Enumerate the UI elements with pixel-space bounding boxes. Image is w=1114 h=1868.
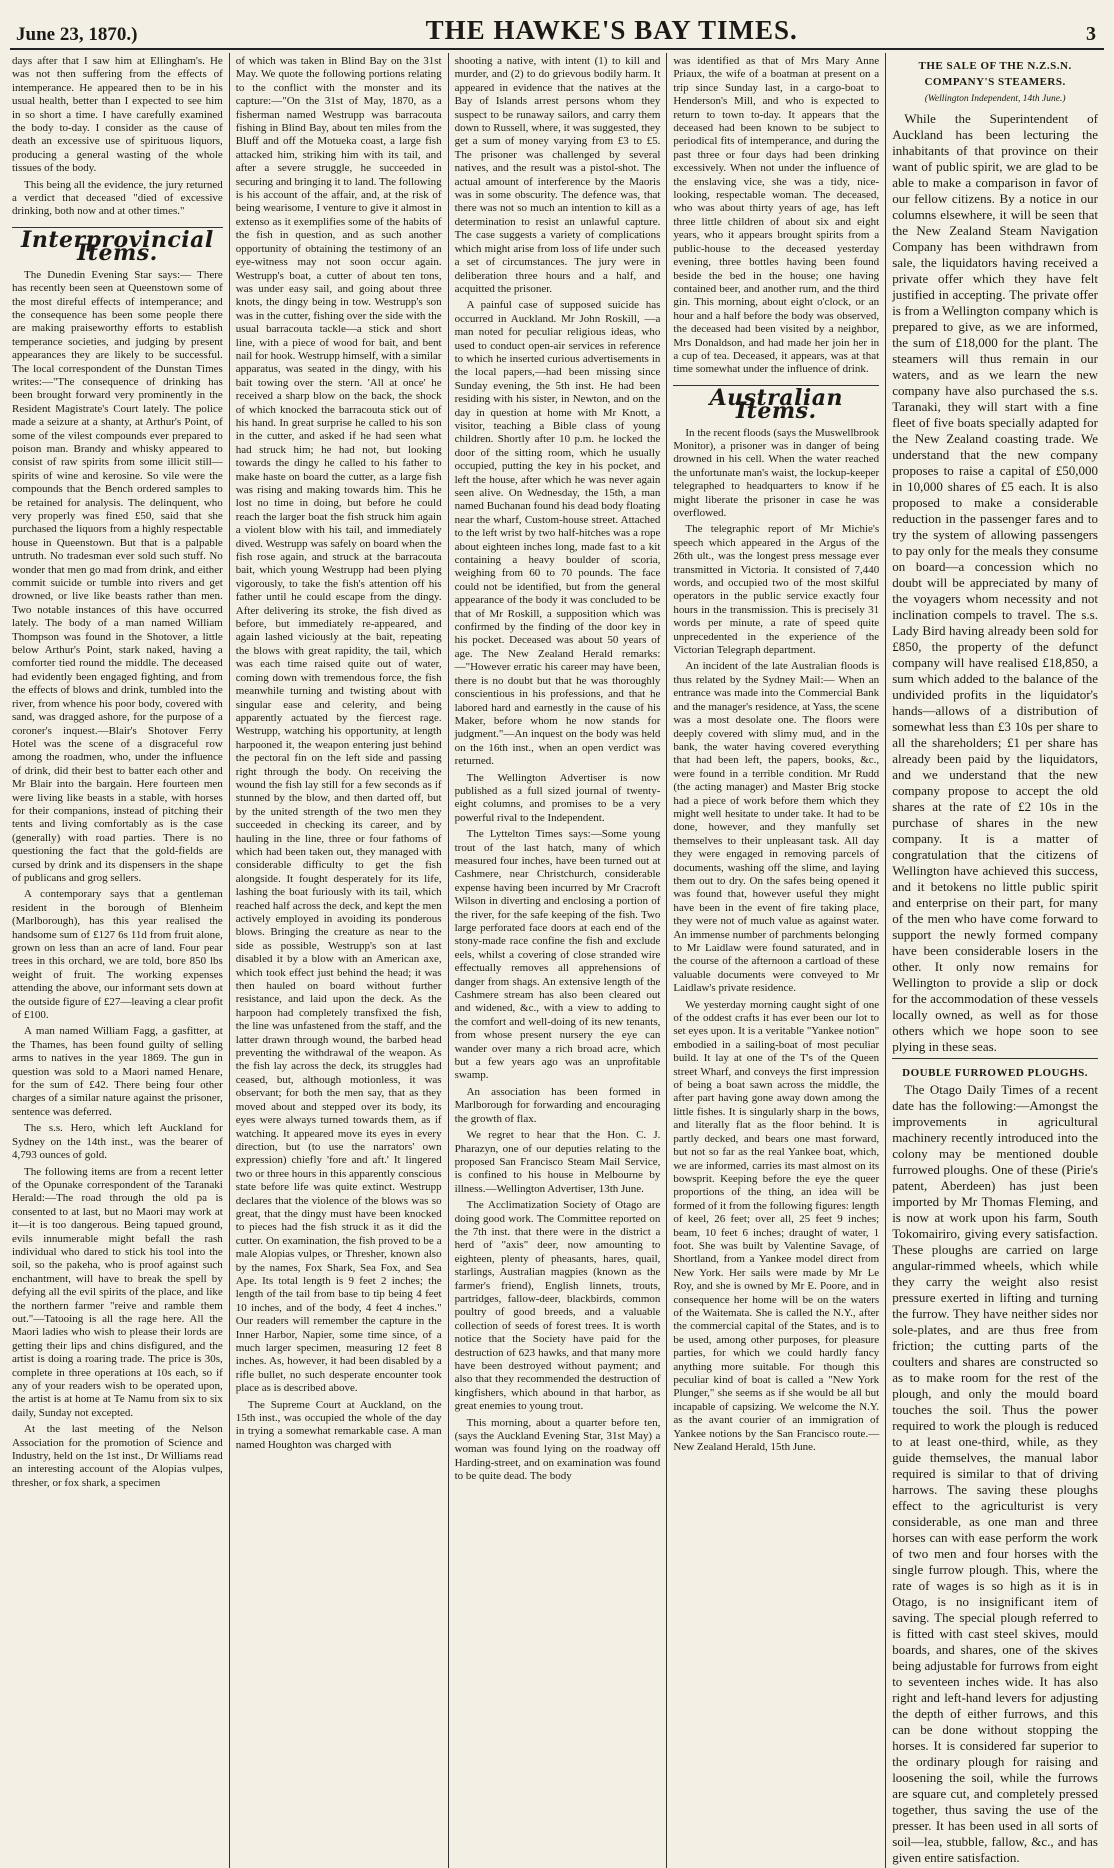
article-paragraph: A contemporary says that a gentleman resident in the borough of Blenheim (Marlborough), has this year realised the handsome sum of £127 6s 11d from fruit alone, grown on less than an acre of land. Four pear trees in this orchard, we are told, bore 850 lbs weight of fruit. The working expenses attending the above, our informant sets down at the outside figure of £27—leaving a clear profit of £100. [12, 888, 223, 1022]
article-paragraph: The s.s. Hero, which left Auckland for Sydney on the 14th inst., was the bearer of 4,793 ounces of gold. [12, 1122, 223, 1162]
article-paragraph: A painful case of supposed suicide has occurred in Auckland. Mr John Roskill, —a man noted for peculiar religious ideas, who used to conduct open-air services in reference to which he inserted curious advertisements in the local papers,—had been missing since Sunday evening, the 5th inst. He had been residing with his sister, in Newton, and on the day in question at home with Mr Knott, a visitor, teaching a Bible class of young children. Shortly after 10 p.m. he locked the door of the sitting room, which he usually occupied, putting the key in his pocket, and left the house, after which he was never again seen alive. On Wednesday, the 15th, a man named Buchanan found his dead body floating near the wharf, Custom-house street. Attached to the left wrist by two half-hitches was a rope about eighteen inches long, made fast to a kit containing a heavy boulder of scoria, weighing from 60 to 70 pounds. The face could not be identified, but from the general appearance of the body it was concluded to be that of Mr Roskill, a supposition which was confirmed by the finding of the door key in his pocket. Deceased was about 50 years of age. The New Zealand Herald remarks:—"However erratic his career may have been, there is no doubt but that he was thoroughly conscientious in his professions, and that he labored hard and earnestly in the cause of his Maker, before whom he now stands for judgment."—An inquest on the body was held on the 16th inst., when an open verdict was returned. [454, 299, 661, 768]
newspaper-title: THE HAWKE'S BAY TIMES. [425, 15, 798, 45]
article-paragraph: An association has been formed in Marlborough for forwarding and encouraging the growth of flax. [454, 1085, 661, 1125]
article-paragraph: The Lyttelton Times says:—Some young trout of the last hatch, many of which measured four inches, have been turned out at Cashmere, near Christchurch, considerable expense having been incurred by Mr Cracroft Wilson in diverting and enclosing a portion of the river, for the safe keeping of the fish. Two large perforated face doors at each end of the stony-made race confine the fish and exclude eels, whilst a covering of close stranded wire effectually removes all apprehensions of danger from shags. An extensive length of the Cashmere stream has also been cleared out and widened, &c., with a view to adding to the comfort and well-doing of its new tenants, from whose present nursery the eye can wander over many a rich broad acre, which but a few years ago was an unprofitable swamp. [454, 828, 661, 1082]
article-paragraph: The Acclimatization Society of Otago are doing good work. The Committee reported on the 7th inst. that there were in the district a herd of "axis" deer, now amounting to eighteen, plenty of pheasants, hares, quail, starlings, Australian magpies (known as the farmer's friend), English linnets, trouts, partridges, fallow-deer, blackbirds, common poultry of good breeds, and a valuable collection of seeds of forest trees. It is worth notice that the Society have paid for the destruction of 623 hawks, and that many more have been destroyed without payment; and also that they recommended the destruction of kingfishers, which abound in that harbor, as great enemies to young trout. [454, 1199, 661, 1413]
column-4 [666, 53, 885, 1868]
section-heading-interprovincial: Interprovincial Items. [12, 227, 223, 261]
article-paragraph: The Wellington Advertiser is now published as a full sized journal of twenty-eight columns, and promises to be a very powerful rival to the Independent. [454, 771, 661, 824]
article-paragraph: A man named William Fagg, a gasfitter, at the Thames, has been found guilty of selling arms to natives in the year 1869. The gun in question was sold to a Maori named Henare, for the sum of £42. There being four other charges of a similar nature against the prisoner, sentence was deferred. [12, 1025, 223, 1118]
article-paragraph: This morning, about a quarter before ten, (says the Auckland Evening Star, 31st May) a woman was found lying on the roadway off Harding-street, and on examination was found to be quite dead. The body [454, 1416, 661, 1483]
column-1 [10, 53, 229, 1868]
article-paragraph: We regret to hear that the Hon. C. J. Pharazyn, one of our deputies relating to the proposed San Francisco Steam Mail Service, is confined to his house in Melbourne by illness.—Wellington Advertiser, 13th June. [454, 1129, 661, 1195]
article-paragraph: In the recent floods (says the Muswellbrook Monitor), a prisoner was in danger of being drowned in his cell. When the water reached the unfortunate man's waist, the lockup-keeper telegraphed to headquarters to know if he might liberate the prisoner in case he was overflowed. [673, 426, 880, 519]
article-paragraph: The following items are from a recent letter of the Opunake correspondent of the Taranaki Herald:—The road through the old pa is consented to at last, but no Maori may work at it—it is too dangerous. Being tapued ground, evils innumerable might befall the rash individual who dared to stick his tool into the soil, so the pakeha, who is proof against such enchantment, will have to break the spell by defying all the evil spirits of the place, and like the northern farmer "reive and ramble them out."—Tatooing is all the rage here. All the Maori ladies who wish to please their lords are getting their lips and chins disfigured, and the artist is doing a roaring trade. The price is 30s, complete in three operations at 10s each, so if any of your readers wish to be operated upon, the artist is at home at Te Namu from six to six daily, Sunday not excepted. [12, 1165, 223, 1419]
article-paragraph: of which was taken in Blind Bay on the 31st May. We quote the following portions relating to the conflict with the monster and its capture:—"On the 31st of May, 1870, as a fisherman named Westrupp was barracouta fishing in Blind Bay, about ten miles from the Bluff and off the Motueka coast, a large fish attacked him, striking him with its tail, and after a severe struggle, he succeeded in securing and bringing it to land. The following is his account of the affair, and, at the risk of being wearisome, I venture to give it almost in extenso as it exemplifies some of the habits of the fish in question, and as such another opportunity of obtaining the testimony of an eye-witness may not soon occur again. Westrupp's boat, a cutter of about ten tons, was under easy sail, and going about three knots, the dingy being in tow. Westrupp's son was in the cutter, fishing over the side with the usual barracouta tackle—a stick and short line, with a piece of wood for bait, and bent nail for hook. Westrupp himself, with a similar apparatus, was seated in the dingy, with his bait towing over the stern. 'All at once' he received a sharp blow on the back, the shock of which knocked the barracouta stick out of his hand. In great surprise he called to his son in the cutter, and asked if he had seen what had struck him; he had not, but looking towards the dingy he called to his father to make haste on board the cutter, as a large fish was rising and making towards him. This he lost no time in doing, but before he could reach the larger boat the fish struck him again a violent blow with his tail, and immediately dived. Westrupp was safely on board when the fish rose again, and struck at the barracouta bait, which young Westrupp had been plying vigorously, to take the fish's attention off his father until he could escape from the dingy. After delivering its stroke, the fish dived as before, but immediately re-appeared, and again lashed viciously at the bait, repeating the blows with great rapidity, the tail, which was each time raised quite out of water, coming down with tremendous force, the fish meanwhile turning and twisting about with singular ease and celerity, and being apparently actuated by the fiercest rage. Westrupp, watching his opportunity, at length harpooned it, the weapon entering just behind the pectoral fin on the left side and passing right through the body. On receiving the wound the fish lay still for a few seconds as if stunned by the blow, and then darted off, but by the united strength of the two men they succeeded in checking its career, and by hauling in the line, three or four fathoms of which had been taken out, they managed with considerable difficulty to get the fish alongside. It fought desperately for its life, lashing the boat furiously with its tail, which reached half across the deck, and kept the men actively employed in avoiding its ponderous blows. Bringing the creature as near to the side as possible, Westrupp's son at last disabled it by a blow with an American axe, which took effect just behind the head; it was then hauled on board without further resistance, and laid upon the deck. As the harpoon had completely transfixed the fish, the line was unfastened from the staff, and the latter drawn through wound, the barbed head preventing the withdrawal of the weapon. As the fish lay across the deck, its struggles had ceased, but, although motionless, it was observant; for both the men say, that as they moved about and stepped over its body, its eyes were always turned towards them, as if watching. It appeared move its eyes in every direction, but (to use the narrators' own expression) chiefly 'fore and aft.' It lingered two or three hours in this apparently conscious state before life was quite extinct. Westrupp declares that the violence of the blows was so great, that the dingy must have been knocked to pieces had the fish struck it as it did the cutter. On examination, the fish proved to be a male Alopias vulpes, or Thresher, known also by the names, Fox Shark, Sea Fox, and Sea Ape. Its total length is 9 feet 2 inches; the length of the tail from base to tip being 4 feet 10 inches, and of the body, 4 feet 4 inches." Our readers will remember the capture in the Inner Harbor, Napier, some time since, of a much larger specimen, measuring 12 feet 8 inches. As, however, it had been disabled by a rifle bullet, no such desperate encounter took place as is described above. [235, 55, 442, 1395]
column-5 [885, 53, 1104, 1868]
column-3 [448, 53, 667, 1868]
article-source: (Wellington Independent, 14th June.) [924, 94, 1066, 104]
article-paragraph: This being all the evidence, the jury returned a verdict that deceased "died of excessive drinking, both now and at other times." [12, 178, 223, 218]
article-paragraph: The Supreme Court at Auckland, on the 15th inst., was occupied the whole of the day in trying a somewhat remarkable case. A man named Houghton was charged with [235, 1398, 442, 1451]
article-paragraph: was identified as that of Mrs Mary Anne Priaux, the wife of a boatman at present on a trip since Sunday last, in a cargo-boat to Henderson's Mill, and who is expected to return to town to-day. It appears that the deceased had been known to be subject to periodical fits of intemperance, and during the past three or four days had been drinking excessively. When not under the influence of the enslaving vice, she was a tidy, nice-looking, respectable woman. The deceased, who was about thirty years of age, has left three little children of about six and eight years, who it appears brought spirits from a public-house to the deceased yesterday evening, three bottles having been found beside the bed in the house; one having contained beer, and another rum, and the third gin. This morning, about eight o'clock, or an hour and a half before the body was observed, the deceased had been visited by a neighbor, Mrs Donaldson, and had made her join her in a cup of tea. Deceased, it appears, was at that time somewhat under the influence of drink. [673, 55, 880, 376]
article-paragraph: shooting a native, with intent (1) to kill and murder, and (2) to do grievous bodily harm. It appeared in evidence that the natives at the Bay of Islands arrest persons whom they suspect to be runaway sailors, and carry them down to Russell, where, it was suggested, they get a sum of money varying from £3 to £5. The prisoner was challenged by several natives, and the result was a pistol-shot. The actual amount of interference by the Maoris was in some obscurity. The defence was, that there was not so much an intention to kill as a determination to resist an unlawful capture. The case suggests a variety of complications which might arise from loss of life under such a set of circumstances. The jury were in deliberation three hours and a half, and acquitted the prisoner. [454, 55, 661, 295]
columns [10, 53, 1104, 1865]
article-paragraph: days after that I saw him at Ellingham's. He was not then suffering from the effects of intemperance. He appeared then to be in his usual health, better than I expected to see him in so short a time. I have carefully examined the body to-day. I consider as the cause of death an excessive use of spirituous liquors, producing a general wasting of the whole tissues of the body. [12, 55, 223, 175]
article-paragraph: The telegraphic report of Mr Michie's speech which appeared in the Argus of the 26th ult., was the longest press message ever transmitted in Victoria. It consisted of 7,440 words, and occupied two of the most skilful operators in the public service exactly four hours in the transmission. This is precisely 31 words per minute, a rate of speed quite unprecedented in the experience of the Victorian Telegraph department. [673, 523, 880, 657]
article-paragraph: An incident of the late Australian floods is thus related by the Sydney Mail:— When an entrance was made into the Commercial Bank and the manager's residence, at Yass, the scene was a most desolate one. The floors were deeply covered with slimy mud, and in the bank, the water having covered everything that had been left, the papers, books, &c., were found in a terrible condition. Mr Rudd (the acting manager) and Master Brig stocke had a piece of work before them which they might well hesitate to under take. It had to be done, however, and they manfully set themselves to their unpleasant task. All day they were engaged in removing parcels of documents, washing off the slime, and laying them out to dry. On the safes being opened it was found that, however useful they might have been in the event of fire taking place, they were not of much value as against water. An immense number of parchments belonging to Mr Laidlaw were found saturated, and in the course of the afternoon a cartload of these valuable documents were conveyed to Mr Laidlaw's private residence. [673, 660, 880, 995]
article-paragraph: The Otago Daily Times of a recent date has the following:—Amongst the improvements in agricultural machinery recently introduced into the colony may be mentioned double furrowed ploughs. One of these (Pirie's patent, Aberdeen) has just been imported by Mr Thomas Fleming, and is now at work upon his farm, South Tokomairiro, giving every satisfaction. These ploughs are carried on large angular-rimmed wheels, which while they carry the weight also resist pressure exerted in lifting and turning the furrow. They have neither sides nor sole-plates, and are thus free from friction; the cutting parts of the coulters and shares are constructed so as to make room for the rest of the plough, and only the mould board touches the soil. Thus the power required to work the plough is reduced to at least one-third, while, as they guide themselves, the manual labor required is similar to that of driving harrows. The saving these ploughs effect to the agriculturist is very considerable, as one man and three horses can with ease perform the work of two men and four horses with the single furrow plough. This, where the rate of wages is so high as it is in Otago, is no insignificant item of saving. The special plough referred to is fitted with cast steel skives, mould boards, and shares, one of the skives being adjustable for furrows from eight to seventeen inches wide. It has also right and left-hand levers for adjusting the depth of either furrows, and this can be done without stopping the horses. It is considered far superior to the ordinary plough for raising and loosening the soil, while the furrows are square cut, and completely pressed together, thus saving the use of the presser. It has been used in all sorts of soil—lea, stubble, fallow, &c., and has given entire satisfaction. [892, 1082, 1098, 1865]
masthead [10, 6, 1104, 50]
issue-date: June 23, 1870.) [16, 24, 138, 45]
article-heading-steamer-sale: THE SALE OF THE N.Z.S.N. COMPANY'S STEAMERS. [918, 60, 1072, 88]
column-2 [229, 53, 448, 1868]
article-paragraph: The Dunedin Evening Star says:— There has recently been seen at Queenstown some of the most direful effects of intemperance; and the consequence has been some people there are making praiseworthy efforts to establish temperance societies, and judging by present appearances they are likely to be successful. The local correspondent of the Dunstan Times writes:—"The consequence of drinking has been brought forward very prominently in the Resident Magistrate's Court lately. The police made a seizure at a shanty, at Arthur's Point, of some of the vilest compounds ever prepared to poison man. Brandy and whisky appeared to consist of raw spirits from some illicit still—spirits of wine and kerosine. So vile were the compounds that the Bench ordered samples to be retained for analysis. The delinquent, who very properly was fined £50, said that she purchased the liquors from a highly respectable house in Queenstown. But that is a palpable untruth. No tradesman ever sold such stuff. No wonder that men go mad from drink, and either commit suicide or tumble into rivers and get drowned, or live like beasts rather than men. Two notable instances of this have occurred lately. The body of a man named William Thompson was found in the Shotover, a little below Arthur's Point, stark naked, having a comforter tied round the middle. The deceased had evidently been engaged fighting, and from the effects of blows and drink, tumbled into the river, from whence his poor body, covered with sand, was dragged ashore, for the purpose of a coroner's inquest.—Blair's Shotover Ferry Hotel was the scene of a disgraceful row among the roadmen, who, under the influence of drink, did their best to batter each other and Mr Blair into the bargain. Here fourteen men were living like beasts in a stable, with horses for their companions, instead of pitching their tents and living comfortably as is the case (generally) with road parties. There is no questioning the fact that the gold-fields are cursed by drink and its dispensers in the shape of publicans and grog sellers. [12, 268, 223, 884]
article-paragraph: At the last meeting of the Nelson Association for the promotion of Science and Industry, held on the 1st inst., Dr Williams read an interesting account of the Alopias vulpes, thresher, or fox shark, a specimen [12, 1423, 223, 1489]
article-heading-ploughs: DOUBLE FURROWED PLOUGHS. [892, 1058, 1098, 1081]
page-number: 3 [1086, 23, 1096, 45]
article-paragraph: We yesterday morning caught sight of one of the oddest crafts it has ever been our lot to set eyes upon. It is a veritable "Yankee notion" embodied in a sailing-boat of most peculiar build. It lay at one of the T's of the Queen street Wharf, and conveys the first impression of being a boat sawn across the middle, the after part having gone away down among the little fishes. It is singularly sharp in the bows, and literally flat as the floor behind. It is partly decked, and bears one mast forward, but not so far as the real Yankee boat, which, we are informed, carries its mast almost on its bowsprit. Keeping before the eye the queer proportions of the thing, an idea will be formed of it from the following figures: length of keel, 26 feet; over all, 25 feet 9 inches; beam, 10 feet 6 inches; draught of water, 1 foot. She was built by Valentine Savage, of Shortland, from a Yankee model direct from New York. Her sails were made by Mr Le Roy, and she is owned by Mr E. Poore, and in consequence her home will be on the waters of the Waitemata. She is called the N.Y., after the commercial capital of the States, and is to be used, among other purposes, for pleasure parties, for which we could hardly fancy anything more suitable. For though this peculiar kind of boat is called a "New York Plunger," she seems as if she would be all but incapable of capsizing. We welcome the N.Y. as the avant courier of an immigration of Yankee notions by the San Francisco route.—New Zealand Herald, 15th June. [673, 998, 880, 1454]
section-heading-australian: Australian Items. [673, 385, 879, 419]
article-paragraph: While the Superintendent of Auckland has been lecturing the inhabitants of that province on their want of public spirit, we are glad to be able to make a comparison in favor of our fellow citizens. By a notice in our columns elsewhere, it will be seen that the New Zealand Steam Navigation Company has been withdrawn from sale, the liquidators having received a private offer which they have felt justified in accepting. The private offer is from a Wellington company which is prepared to give, as we are informed, the sum of £18,000 for the plant. The steamers will thus remain in our waters, and as we learn the new company have also purchased the s.s. Taranaki, they will start with a fine fleet of five boats specially adapted for the New Zealand coasting trade. We understand that the new company proposes to raise a capital of £50,000 in 10,000 shares of £5 each. It is also proposed to make a considerable reduction in the passenger fares and to try the system of allowing passengers to pay only for the meals they consume on board—a concession which no doubt will be appreciated by many of the voyagers whom necessity and not inclination compels to travel. The s.s. Lady Bird having already been sold for £850, the property of the defunct company will have realised £18,850, a sum which added to the balance of the undivided profits in the liquidator's hands—allows of a distribution of somewhat less than £3 10s per share to all the shareholders; £1 per share has already been paid by the liquidators, and we understand that the new company propose to accept the old shares at the rate of £2 10s in the purchase of shares in the new company. It is a matter of congratulation that the citizens of Wellington have achieved this success, and it betokens no little public spirit and enterprise on their part, for many of the men who have come forward to support the newly formed company have been considerable losers in the other. It only now remains for Wellington to provide a slip or dock for the accommodation of these vessels locally owned, as well as for those others which we hope soon to see plying in these seas. [892, 111, 1098, 1054]
